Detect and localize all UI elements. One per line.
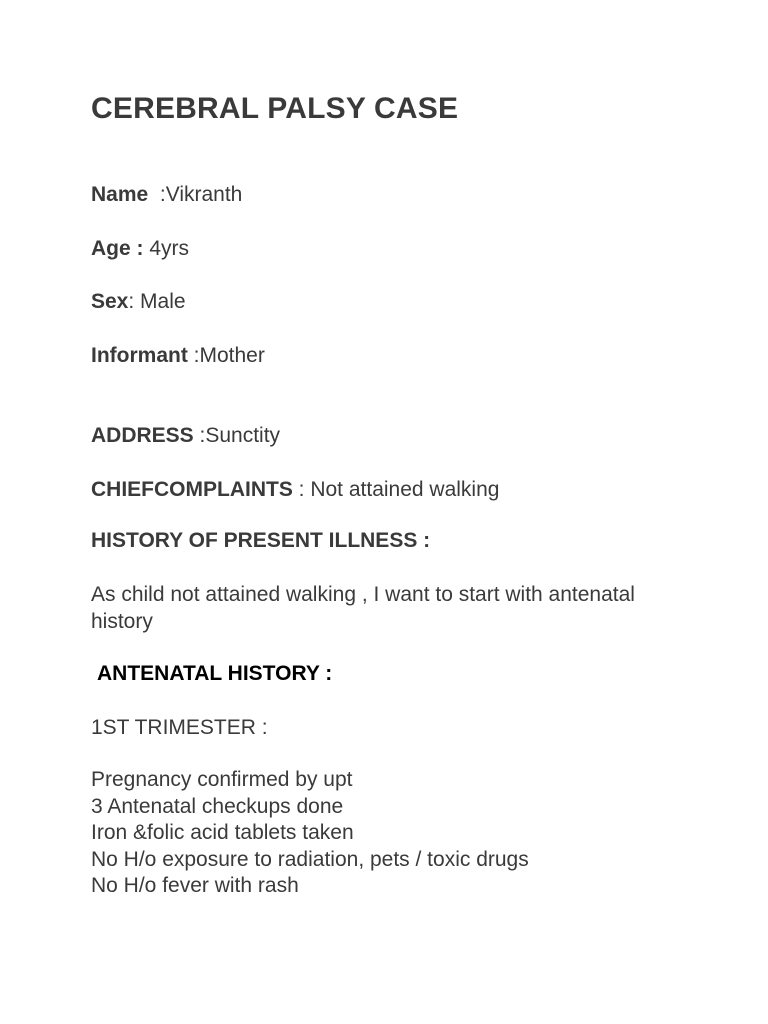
- list-item: Pregnancy confirmed by upt: [91, 768, 353, 791]
- field-age-label: Age :: [91, 237, 144, 260]
- field-sex-value: : Male: [128, 290, 186, 313]
- trimester-list: [91, 767, 529, 900]
- list-item: No H/o fever with rash: [91, 874, 299, 897]
- antenatal-heading: ANTENATAL HISTORY :: [97, 662, 333, 685]
- field-name-label: Name: [91, 183, 149, 206]
- field-address: [91, 422, 280, 449]
- field-age-value: 4yrs: [143, 237, 190, 260]
- field-informant-value: :Mother: [187, 344, 265, 367]
- list-item: 3 Antenatal checkups done: [91, 794, 344, 818]
- history-text: As child not attained walking , I want to start with antenatal history: [91, 583, 635, 633]
- list-item: Iron &folic acid tablets taken: [91, 821, 354, 844]
- field-informant-label: Informant: [91, 344, 188, 367]
- field-sex: [91, 288, 186, 315]
- list-item: No H/o exposure to radiation, pets / toxic drugs: [91, 847, 529, 871]
- field-name: [91, 181, 242, 208]
- field-chief-complaints-label: CHIEFCOMPLAINTS: [91, 478, 293, 501]
- field-address-value: :Sunctity: [193, 424, 281, 447]
- field-address-label: ADDRESS: [91, 424, 194, 447]
- page-title: CEREBRAL PALSY CASE: [91, 92, 459, 125]
- trimester-heading: 1ST TRIMESTER :: [91, 716, 268, 739]
- field-chief-complaints-value: : Not attained walking: [292, 478, 500, 501]
- field-chief-complaints: [91, 476, 499, 503]
- field-name-value: :Vikranth: [148, 183, 243, 206]
- history-heading: HISTORY OF PRESENT ILLNESS :: [91, 529, 431, 552]
- field-sex-label: Sex: [91, 290, 129, 313]
- field-informant: [91, 342, 265, 369]
- field-age: [91, 235, 189, 262]
